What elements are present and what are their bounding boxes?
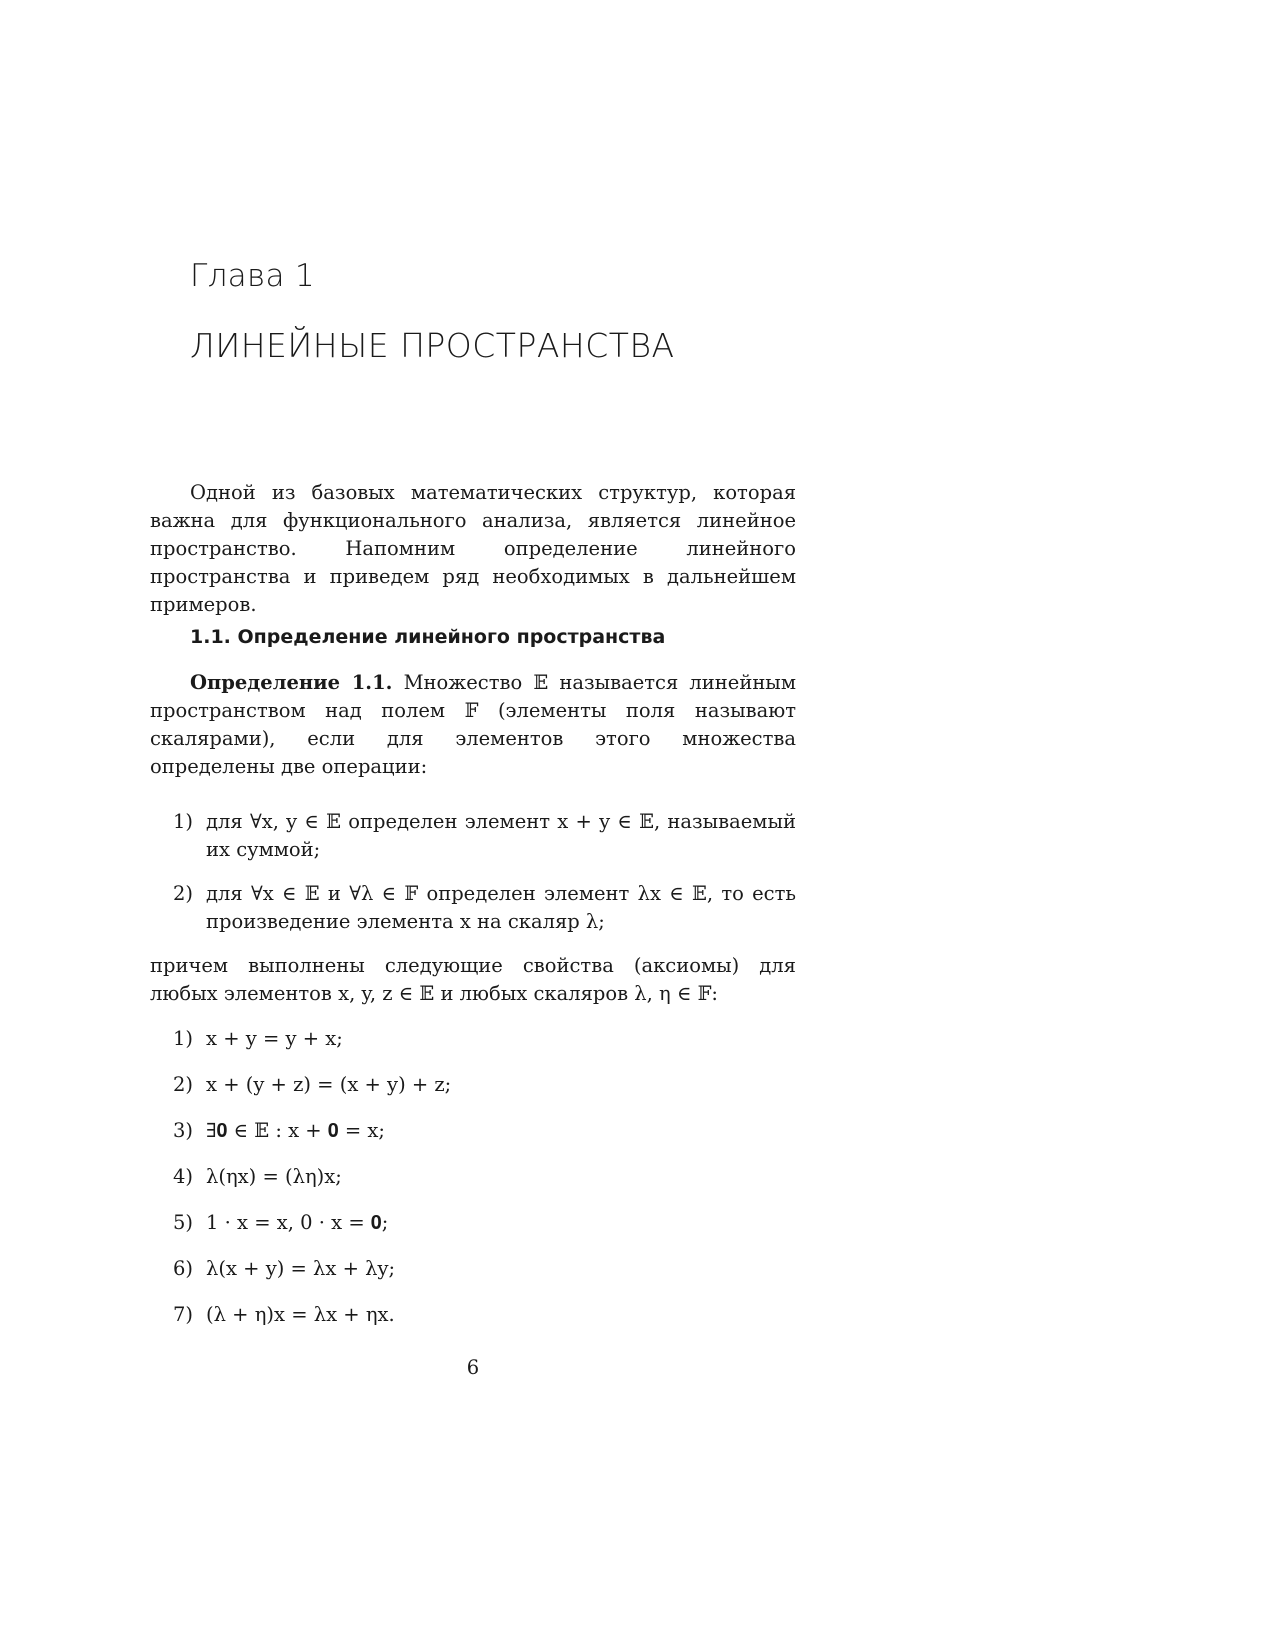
- axiom-formula: (λ + η)x = λx + ηx.: [206, 1303, 395, 1326]
- definition-paragraph: [150, 669, 796, 781]
- list-item: [150, 1255, 796, 1283]
- list-item: [150, 1025, 796, 1053]
- list-item-number: 5): [173, 1211, 194, 1234]
- axiom-formula: λ(ηx) = (λη)x;: [206, 1165, 342, 1188]
- section-title: 1.1. Определение линейного пространства: [190, 626, 666, 648]
- list-item-number: 3): [173, 1119, 194, 1142]
- list-item-number: 6): [173, 1257, 194, 1280]
- list-item-number: 7): [173, 1303, 194, 1326]
- axiom-formula: 1 · x = x, 0 · x = 𝟎;: [206, 1211, 389, 1234]
- axiom-formula: λ(x + y) = λx + λy;: [206, 1257, 396, 1280]
- list-item-number: 1): [173, 1027, 194, 1050]
- chapter-label: Глава 1: [190, 258, 315, 294]
- list-item-text: для ∀x ∈ 𝔼 и ∀λ ∈ 𝔽 определен элемент λx ∈ 𝔼, то есть произведение элемента x на скаляр λ;: [206, 882, 796, 933]
- axiom-formula: x + y = y + x;: [206, 1027, 343, 1050]
- axiom-formula: ∃𝟎 ∈ 𝔼 : x + 𝟎 = x;: [206, 1119, 385, 1142]
- list-item-number: 1): [173, 810, 194, 833]
- chapter-title: ЛИНЕЙНЫЕ ПРОСТРАНСТВА: [190, 326, 675, 365]
- list-item: [150, 1209, 796, 1237]
- list-item: [150, 808, 796, 864]
- list-item: [150, 1117, 796, 1145]
- list-item: [150, 880, 796, 936]
- list-item: [150, 1163, 796, 1191]
- list-item-number: 2): [173, 882, 194, 905]
- list-item-number: 4): [173, 1165, 194, 1188]
- definition-text: Множество 𝔼 называется линейным пространством над полем 𝔽 (элементы поля называют скалярами), если для элементов этого множества определены две операции:: [150, 671, 796, 778]
- list-item: [150, 1071, 796, 1099]
- list-item-number: 2): [173, 1073, 194, 1096]
- page-number: 6: [466, 1356, 480, 1379]
- axiom-formula: x + (y + z) = (x + y) + z;: [206, 1073, 452, 1096]
- axioms-intro-paragraph: причем выполнены следующие свойства (аксиомы) для любых элементов x, y, z ∈ 𝔼 и любых скаляров λ, η ∈ 𝔽:: [150, 954, 796, 1005]
- list-item-text: для ∀x, y ∈ 𝔼 определен элемент x + y ∈ 𝔼, называемый их суммой;: [206, 810, 796, 861]
- definition-heading: Определение 1.1.: [190, 671, 393, 694]
- intro-paragraph: Одной из базовых математических структур, которая важна для функционального анализа, является линейное пространство. Напомним определение линейного пространства и приведем ряд необходимых в дальнейшем примеров.: [150, 481, 796, 616]
- list-item: [150, 1301, 796, 1329]
